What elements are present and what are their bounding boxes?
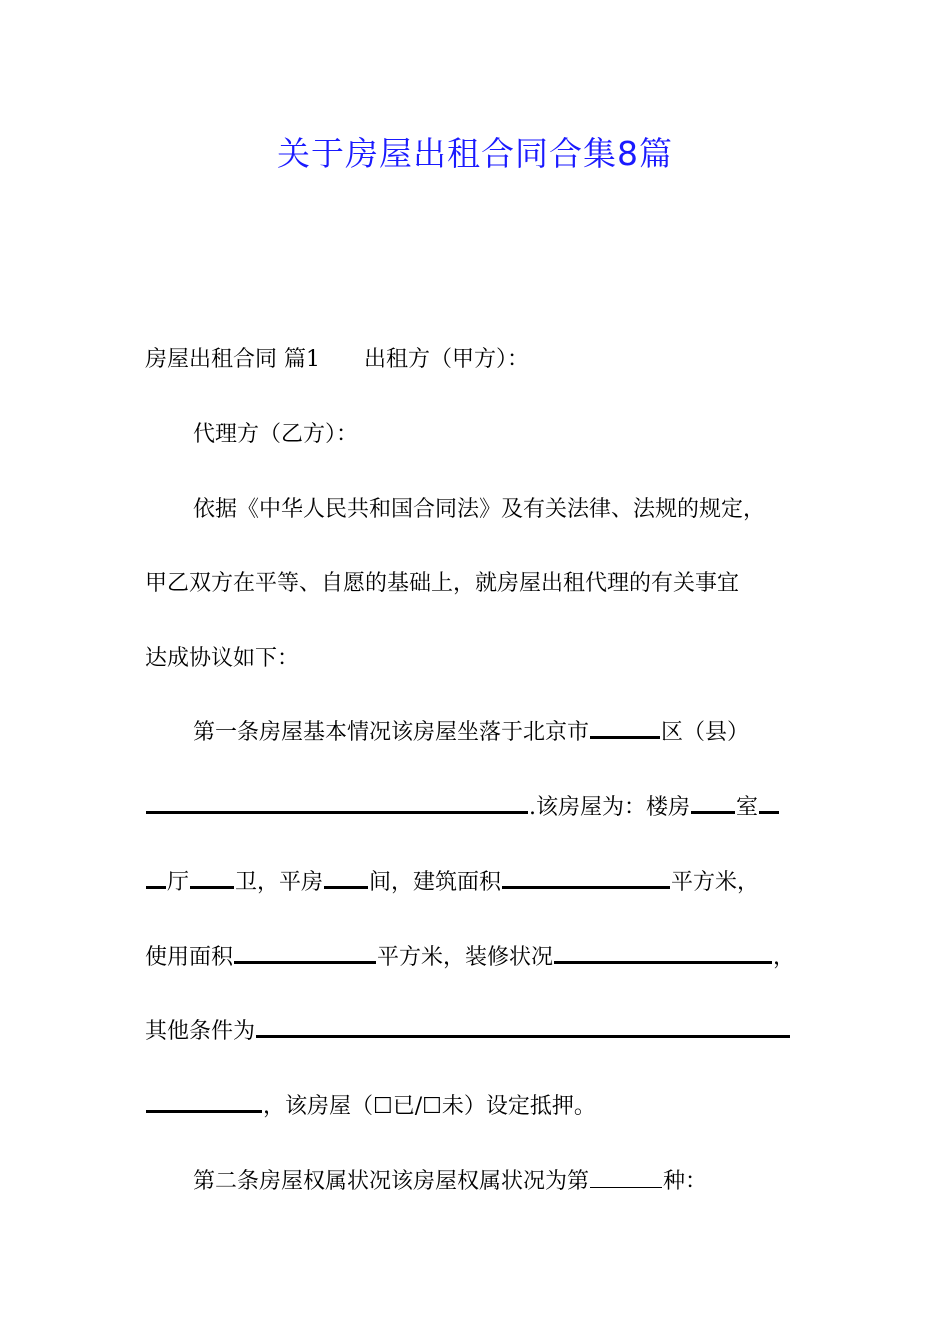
rooms-blank [691, 810, 735, 814]
article-1-line-3: 厅 卫，平房 间，建筑面积 平方米， [145, 868, 759, 898]
article-1-line-2: .该房屋为：楼房 室 [145, 793, 780, 823]
article-2-line-1: 第二条房屋权属状况该房屋权属状况为第 种： [193, 1169, 708, 1194]
lessor-label: 出租方（甲方）： [364, 347, 530, 372]
halls-blank-end [146, 885, 166, 889]
intro-line-3: 达成协议如下： [145, 646, 300, 671]
article-1-line-1: 第一条房屋基本情况该房屋坐落于北京市 区（县） [193, 720, 750, 745]
decoration-blank [554, 960, 772, 964]
article-1-line-6: ，该房屋（☐已/☐未）设定抵押。 [145, 1092, 596, 1122]
article-1-line-5: 其他条件为 [145, 1017, 791, 1047]
building-area-blank [502, 885, 670, 889]
usable-area-blank [234, 960, 376, 964]
agent-label: 代理方（乙方）： [193, 422, 359, 447]
document-title: 关于房屋出租合同合集8篇 [277, 134, 673, 173]
other-conditions-blank-end [146, 1109, 262, 1113]
other-conditions-blank [256, 1034, 790, 1038]
district-blank [590, 735, 660, 739]
contract-heading [145, 345, 529, 375]
ownership-type-blank [590, 1186, 662, 1188]
halls-blank-start [759, 810, 779, 814]
baths-blank [190, 885, 234, 889]
intro-line-1: 依据《中华人民共和国合同法》及有关法律、法规的规定， [193, 497, 766, 522]
bungalow-rooms-blank [324, 885, 368, 889]
article-1-line-4: 使用面积 平方米，装修状况 ， [145, 945, 796, 970]
address-blank [146, 810, 528, 814]
intro-line-2: 甲乙双方在平等、自愿的基础上，就房屋出租代理的有关事宜 [145, 571, 740, 596]
contract-number: 房屋出租合同 篇1 [145, 347, 320, 372]
